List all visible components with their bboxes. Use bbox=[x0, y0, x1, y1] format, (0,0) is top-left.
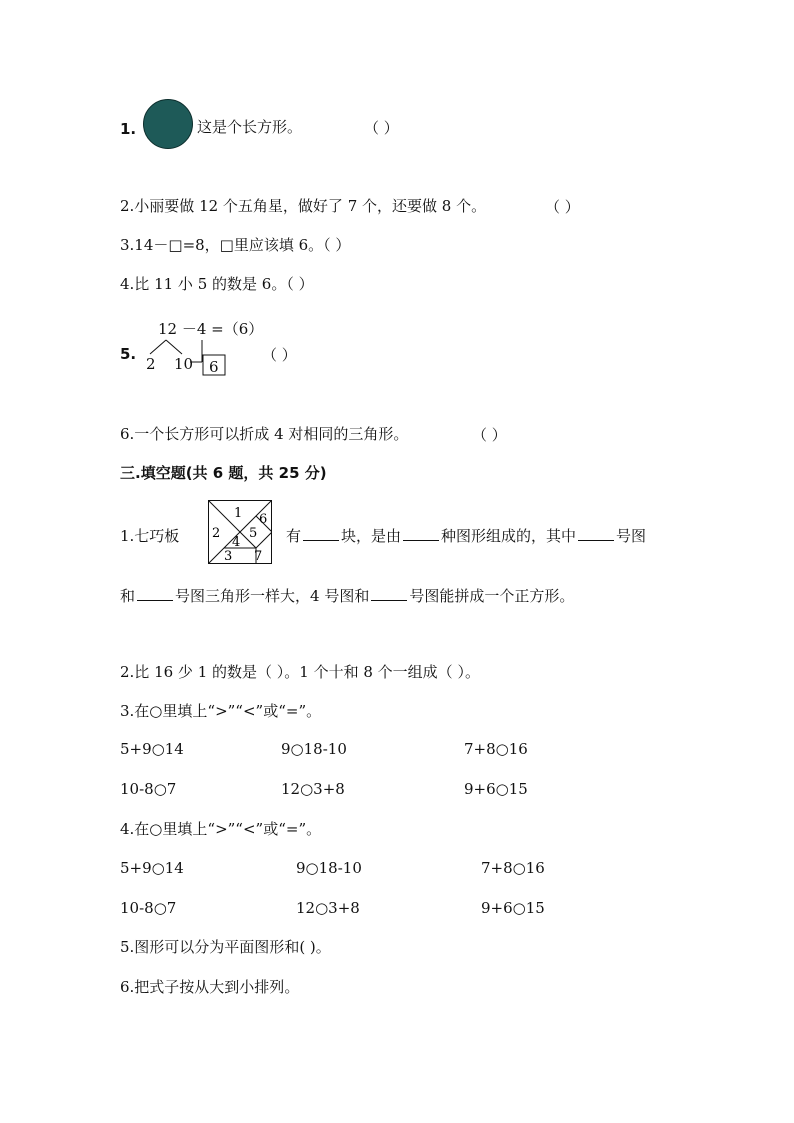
fill-q1-text-a: 有 bbox=[286, 527, 302, 545]
fill-q3-text: 3.在○里填上“>”“<”或“=”。 bbox=[120, 702, 322, 720]
tf-q3-text: 3.14－□=8，□里应该填 6。（ ） bbox=[120, 236, 351, 254]
tf-q1-text: 这是个长方形。 bbox=[197, 118, 303, 136]
fill-q2-text: 2.比 16 少 1 的数是（ ）。1 个十和 8 个一组成（ ）。 bbox=[120, 663, 480, 681]
fill-q3-r1c2: 9○18-10 bbox=[281, 740, 347, 758]
fill-q1-blank-5[interactable] bbox=[371, 586, 407, 601]
fill-q3-r2c1: 10-8○7 bbox=[120, 780, 177, 798]
fill-q1-text-f: 号图三角形一样大，4 号图和 bbox=[175, 587, 370, 605]
fill-q1-text-d: 号图 bbox=[616, 527, 647, 545]
fill-q1-text-g: 号图能拼成一个正方形。 bbox=[409, 587, 575, 605]
tangram-figure bbox=[208, 500, 272, 564]
fill-q1-text-c: 种图形组成的，其中 bbox=[441, 527, 577, 545]
fill-q1-blank-4[interactable] bbox=[137, 586, 173, 601]
tf-q5-number: 5. bbox=[120, 345, 137, 363]
tf-q5-answer-paren[interactable]: （ ） bbox=[262, 346, 297, 364]
tf-q1-number: 1. bbox=[120, 120, 137, 138]
decomposition-diagram bbox=[120, 318, 264, 378]
tangram-piece-1: 1 bbox=[234, 506, 243, 521]
fill-q1-blank-2[interactable] bbox=[403, 526, 439, 541]
tf-q2-text: 2.小丽要做 12 个五角星，做好了 7 个，还要做 8 个。 bbox=[120, 197, 487, 215]
diagram-left-number: 2 bbox=[146, 355, 156, 373]
fill-q1-text-b: 块，是由 bbox=[341, 527, 402, 545]
fill-q4-r1c3: 7+8○16 bbox=[481, 859, 545, 877]
tangram-piece-5: 5 bbox=[249, 526, 258, 541]
diagram-equation: 12 －4 =（6） bbox=[158, 320, 264, 338]
tf-q2-answer-paren[interactable]: （ ） bbox=[545, 198, 580, 216]
fill-q4-r1c1: 5+9○14 bbox=[120, 859, 184, 877]
fill-q1-blank-3[interactable] bbox=[578, 526, 614, 541]
diagram-right-number: 10 bbox=[174, 355, 194, 373]
fill-q1-label: 1.七巧板 bbox=[120, 527, 180, 545]
fill-q3-r1c3: 7+8○16 bbox=[464, 740, 528, 758]
fill-q3-r2c3: 9+6○15 bbox=[464, 780, 528, 798]
fill-q3-r1c1: 5+9○14 bbox=[120, 740, 184, 758]
tangram-piece-3: 3 bbox=[224, 549, 233, 564]
diagram-box-number: 6 bbox=[209, 358, 219, 376]
fill-q5-text: 5.图形可以分为平面图形和( )。 bbox=[120, 938, 331, 956]
fill-q1-sentence-2 bbox=[120, 586, 574, 606]
section-title: 三.填空题(共 6 题，共 25 分) bbox=[120, 464, 327, 482]
fill-q3-r2c2: 12○3+8 bbox=[281, 780, 345, 798]
fill-q4-r2c2: 12○3+8 bbox=[296, 899, 360, 917]
tf-q4-text: 4.比 11 小 5 的数是 6。（ ） bbox=[120, 275, 314, 293]
tangram-piece-4: 4 bbox=[232, 535, 241, 550]
tf-q6-answer-paren[interactable]: （ ） bbox=[472, 426, 507, 444]
fill-q1-text-e: 和 bbox=[120, 587, 136, 605]
tangram-piece-6: 6 bbox=[259, 512, 268, 527]
fill-q1-sentence-1 bbox=[286, 526, 646, 546]
fill-q4-text: 4.在○里填上“>”“<”或“=”。 bbox=[120, 820, 322, 838]
fill-q4-r2c1: 10-8○7 bbox=[120, 899, 177, 917]
tf-q6-text: 6.一个长方形可以折成 4 对相同的三角形。 bbox=[120, 425, 409, 443]
tangram-piece-2: 2 bbox=[212, 526, 221, 541]
fill-q4-r1c2: 9○18-10 bbox=[296, 859, 362, 877]
circle-shape bbox=[143, 99, 193, 149]
fill-q4-r2c3: 9+6○15 bbox=[481, 899, 545, 917]
fill-q1-blank-1[interactable] bbox=[303, 526, 339, 541]
fill-q6-text: 6.把式子按从大到小排列。 bbox=[120, 978, 300, 996]
tf-q1-answer-paren[interactable]: （ ） bbox=[364, 119, 399, 137]
tangram-piece-7: 7 bbox=[254, 549, 263, 564]
